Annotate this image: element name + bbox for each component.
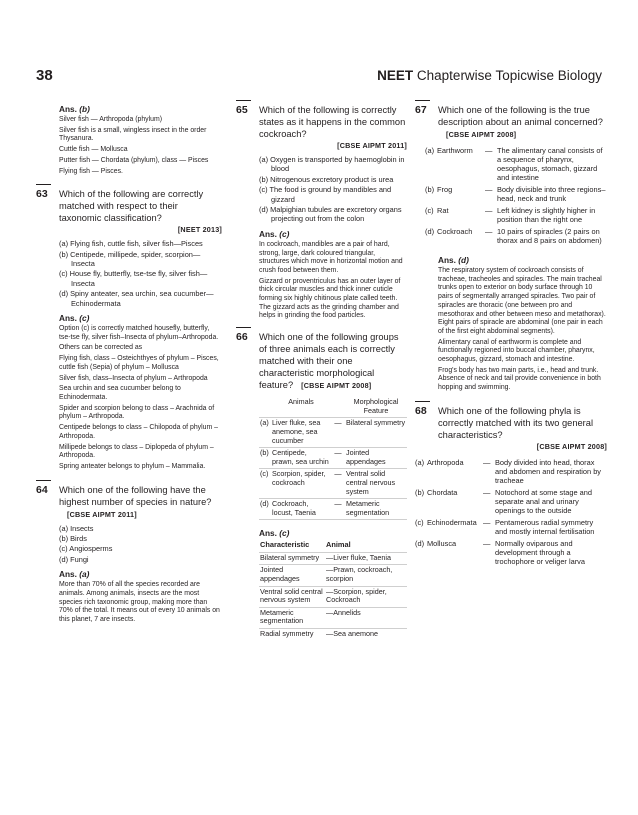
- question-63: 63 Which of the following are correctly matched with respect to their taxonomic classification? [NEET 2013]: [36, 188, 222, 235]
- table-row: (c) Echinodermata — Pentamerous radial symmetry and mostly internal fertilisation: [415, 517, 595, 536]
- options-64: [36, 524, 222, 565]
- explanation-67: The respiratory system of cockroach consists of tracheae, tracheoles and spiracles. The main tracheal trunks open to exterior on body surface through 10 pairs of segmentally arranged spiracles. Two pair of spiracles are thoracic (one between pro and mesothorax and other between meso and metathorax). Eight pairs of spiracle are abdominal (one pair in each of the first eight abdominal segments). Alimentary canal of earthworm is complete and functionally regioned into buccal chamber, pharynx, oesophagus, gizzard, stomach and intestine. Frog's body has two main parts, i.e., head and trunk. Absence of neck and tail provide convenience in both hopping and swimming.: [438, 267, 606, 392]
- column-2: [236, 104, 407, 641]
- exam-source: [CBSE AIPMT 2011]: [67, 509, 137, 519]
- answer-62: Ans. (b): [59, 104, 90, 114]
- table-row: (a) Earthworm — The alimentary canal consists of a sequence of pharynx, oesophagus, stomach, gizzard and intestine: [425, 146, 603, 182]
- question-number: 64: [36, 483, 48, 496]
- table-row: Metameric segmentation —Annelids: [259, 607, 407, 628]
- exam-source: [CBSE AIPMT 2008]: [536, 441, 607, 451]
- option: (d) Malpighian tubules are excretory organs projecting out from the colon: [259, 205, 402, 224]
- table-row: (a) Arthropoda — Body divided into head, thorax and abdomen and respiration by tracheae: [415, 457, 602, 485]
- explanation-64: More than 70% of all the species recorded are animals. Among animals, insects are the most species rich taxonomic group, making more than 70% of the total. It means out of every 10 animals on this planet, 7 are insects.: [59, 581, 220, 624]
- answer-65: Ans. (c): [259, 228, 290, 239]
- option: (c) Angiosperms: [59, 544, 113, 554]
- option: (a) Oxygen is transported by haemoglobin in blood: [259, 155, 405, 174]
- question-number: 67: [415, 104, 427, 116]
- exam-source: [CBSE AIPMT 2011]: [337, 141, 407, 150]
- options-table-68: [415, 457, 607, 568]
- table-row: (c) Scorpion, spider, cockroach — Ventral solid central nervous system: [259, 469, 407, 499]
- option: (a) Flying fish, cuttle fish, silver fish—Pisces: [59, 239, 203, 249]
- table-row: (b) Centipede, prawn, sea urchin — Jointed appendages: [259, 448, 407, 469]
- question-number: 65: [236, 104, 248, 116]
- explanation-65: In cockroach, mandibles are a pair of hard, strong, large, dark coloured triangular, structures which move in horizontal motion and crush food between them. Gizzard or proventriculus has an outer layer of thick circular muscles and thick inner cuticle forming six highly chitinous plate called teeth. The gizzard acts as the grinding chamber and helps in grinding the food particles.: [259, 240, 403, 320]
- answer-67: Ans. (d): [438, 255, 469, 265]
- option: (d) Spiny anteater, sea urchin, sea cucumber—Echinodermata: [59, 289, 214, 308]
- table-row: (b) Chordata — Notochord at some stage and separate anal and urinary openings to the outside: [415, 487, 592, 515]
- column-header: Animal: [325, 540, 407, 552]
- column-3: [415, 104, 607, 568]
- table-row: (d) Cockroach, locust, Taenia — Metameric segmentation: [259, 499, 407, 520]
- column-header: Morphological Feature: [345, 397, 407, 418]
- question-number: 63: [36, 188, 48, 201]
- question-68: 68 Which one of the following phyla is correctly matched with its two general characteristics? [CBSE AIPMT 2008]: [415, 404, 607, 451]
- option: (d) Fungi: [59, 554, 89, 564]
- options-table-67: [425, 145, 607, 247]
- question-number: 66: [236, 331, 248, 344]
- table-row: (c) Rat — Left kidney is slightly higher in position than the right one: [425, 206, 596, 224]
- book-title: NEET Chapterwise Topicwise Biology: [377, 68, 602, 83]
- answer-63: Ans. (c): [59, 313, 90, 324]
- column-header: Animals: [271, 397, 331, 418]
- table-row: Radial symmetry —Sea anemone: [260, 629, 378, 639]
- table-row: Bilateral symmetry —Liver fluke, Taenia: [259, 552, 407, 565]
- answer-66: Ans. (c): [259, 528, 290, 539]
- exam-source: [NEET 2013]: [177, 225, 222, 235]
- explanation-63: Option (c) is correctly matched housefly, butterfly, tse-tse fly, silver fish–Insecta of phylum–Arthropoda. Others can be corrected as Flying fish, class – Osteichthyes of phylum – Pisces, cuttle fish (Sepia) of phylum – Mollusca Silver fish, class–Insecta of phylum – Arthropoda Sea urchin and sea cucumber belong to Echinodermata. Spider and scorpion belong to class – Arachnida of phylum – Arthropoda. Centipede belongs to class – Chilopoda of phylum – Arthropoda. Millipede belongs to class – Diplopeda of phylum – Arthropoda. Spring anteater belongs to phylum – Mammalia.: [59, 325, 219, 470]
- option: (a) Insects: [59, 523, 94, 533]
- table-row: (d) Cockroach — 10 pairs of spiracles (2 pairs on thorax and 8 pairs on abdomen): [425, 227, 602, 245]
- table-row: Ventral solid central nervous system —Scorpion, spider, Cockroach: [259, 586, 407, 607]
- question-64: 64 Which one of the following have the highest number of species in nature?[CBSE AIPMT 2011]: [36, 483, 212, 519]
- table-row: (d) Mollusca — Normally oviparous and development through a trochophore or veliger larva: [415, 538, 585, 566]
- explanation-62: Silver fish — Arthropoda (phylum) Silver fish is a small, wingless insect in the order Thysanura. Cuttle fish — Mollusca Putter fish — Chordata (phylum), class — Pisces Flying fish — Pisces.: [59, 116, 209, 175]
- question-65: 65 Which of the following is correctly states as it happens in the common cockroach? [CBSE AIPMT 2011]: [236, 104, 407, 150]
- question-67: 67 Which one of the following is the true description about an animal concerned?[CBSE AIPMT 2008]: [415, 104, 603, 139]
- question-66: 66 Which one of the following groups of three animals each is correctly matched with their one characteristic morphological feature? [CBSE AIPMT 2008]: [236, 331, 399, 391]
- question-number: 68: [415, 404, 427, 417]
- options-table-66: [259, 397, 407, 520]
- exam-source: [CBSE AIPMT 2008]: [301, 381, 372, 391]
- answer-64: Ans. (a): [59, 569, 90, 580]
- option: (b) Nitrogenous excretory product is urea: [259, 174, 394, 184]
- column-1: [36, 104, 222, 627]
- option: (c) House fly, butterfly, tse-tse fly, silver fish—Insecta: [59, 269, 208, 288]
- answer-table-66: [259, 540, 407, 640]
- option: (b) Centipede, millipede, spider, scorpion—Insecta: [59, 249, 201, 269]
- table-row: (a) Liver fluke, sea anemone, sea cucumber — Bilateral symmetry: [259, 418, 407, 448]
- options-63: [36, 239, 222, 308]
- option: (c) The food is ground by mandibles and gizzard: [259, 185, 392, 204]
- options-65: [236, 155, 407, 224]
- column-header: Characteristic: [259, 540, 325, 552]
- page-number: 38: [36, 67, 53, 84]
- exam-source: [CBSE AIPMT 2008]: [446, 130, 517, 139]
- table-row: (b) Frog — Body divisible into three regions– head, neck and trunk: [425, 185, 606, 203]
- table-row: Jointed appendages —Prawn, cockroach, scorpion: [259, 565, 407, 586]
- option: (b) Birds: [59, 534, 87, 544]
